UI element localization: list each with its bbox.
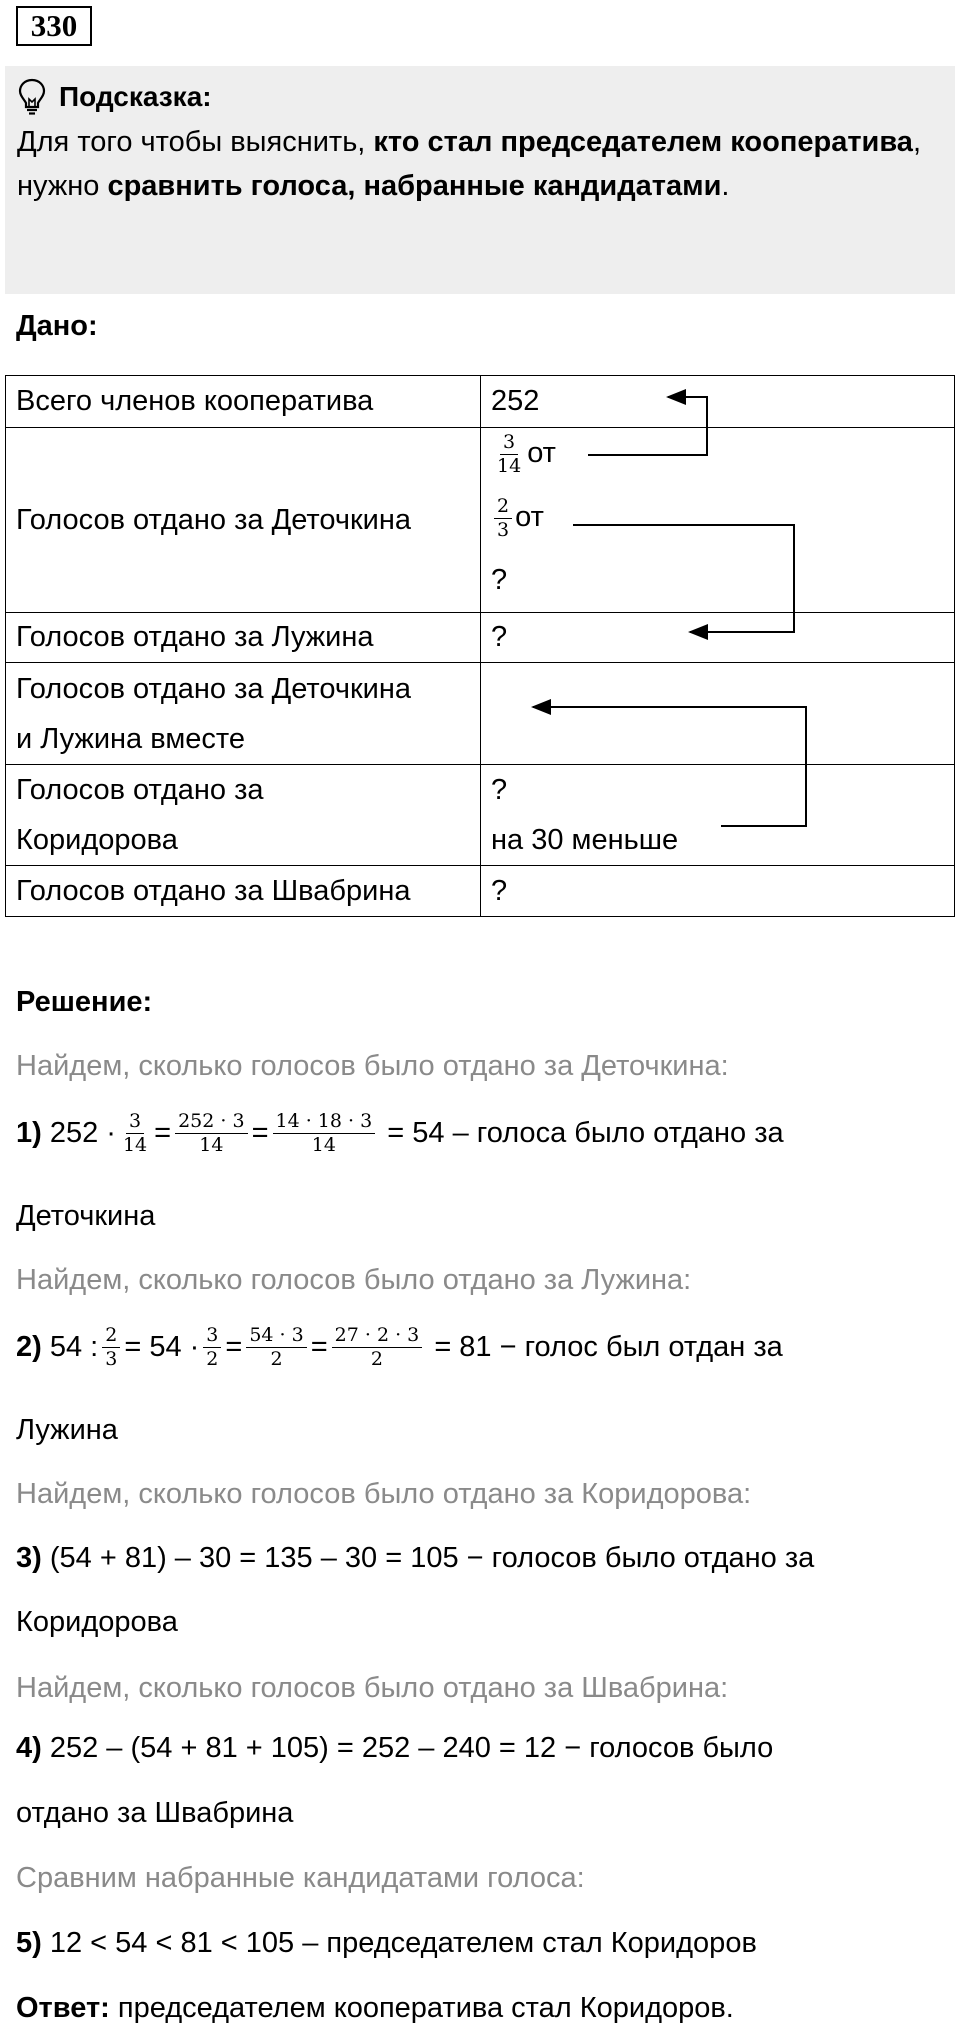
step-intro: Сравним набранные кандидатами голоса: (16, 1862, 585, 1894)
row-label: Голосов отдано за Коридорова (6, 765, 481, 866)
task-number: 330 (16, 6, 92, 46)
step-3-cont: Коридорова (16, 1606, 178, 1638)
row-value: ? на 30 меньше (481, 765, 955, 866)
fraction: $\frac{2}{3}$ (494, 495, 512, 542)
row-value: $\frac{3}{14}$ от $\frac{2}{3}$ от ? (481, 428, 955, 613)
hint-title: Подсказка: (59, 81, 212, 112)
fraction: $\frac{3}{14}$ (497, 431, 522, 477)
given-label: Дано: (16, 310, 98, 342)
answer: Ответ: председателем кооператива стал Коридоров. (16, 1992, 734, 2024)
step-intro: Найдем, сколько голосов было отдано за Коридорова: (16, 1478, 752, 1510)
step-intro: Найдем, сколько голосов было отдано за Лужина: (16, 1264, 692, 1296)
row-label: Голосов отдано за Деточкина (6, 428, 481, 613)
step-intro: Найдем, сколько голосов было отдано за Деточкина: (16, 1050, 729, 1082)
row-value: ? (481, 613, 955, 663)
hint-box (5, 66, 955, 294)
solution-label: Решение: (16, 986, 153, 1018)
given-table (5, 375, 955, 917)
lightbulb-icon (17, 78, 47, 116)
step-4: 4) 252 – (54 + 81 + 105) = 252 – 240 = 12 − голосов было (16, 1732, 774, 1764)
table-row (6, 376, 955, 428)
table-row (6, 613, 955, 663)
step-5: 5) 12 < 54 < 81 < 105 – председателем стал Коридоров (16, 1927, 757, 1959)
table-row (6, 663, 955, 765)
step-3: 3) (54 + 81) – 30 = 135 – 30 = 105 − голосов было отдано за (16, 1542, 815, 1574)
row-label: Голосов отдано за Швабрина (6, 866, 481, 917)
row-value (481, 663, 955, 765)
row-label: Всего членов кооператива (6, 376, 481, 428)
row-value: 252 (481, 376, 955, 428)
step-intro: Найдем, сколько голосов было отдано за Швабрина: (16, 1672, 729, 1704)
table-row (6, 765, 955, 866)
step-1-cont: Деточкина (16, 1200, 156, 1232)
step-4-cont: отдано за Швабрина (16, 1797, 294, 1829)
step-1: 1) 252 · $\frac{3}{14}$ = $\frac{252 \cdot 3}{14}$ = $\frac{14 \cdot 18 \cdot 3}{14}$ = 54 – голоса было отдано за (16, 1110, 784, 1156)
step-2-cont: Лужина (16, 1414, 118, 1446)
step-2: 2) 54 : $\frac{2}{3}$ = 54 · $\frac{3}{2}$ = $\frac{54 \cdot 3}{2}$ = $\frac{27 \cdot 2 \cdot 3}{2}$ = 81 − голос был отдан за (16, 1324, 783, 1370)
table-row (6, 866, 955, 917)
hint-text: Для того чтобы выяснить, кто стал председателем кооператива, нужно сравнить голоса, набранные кандидатами. (17, 126, 921, 202)
row-value: ? (481, 866, 955, 917)
row-label: Голосов отдано за Лужина (6, 613, 481, 663)
row-label: Голосов отдано за Деточкина и Лужина вместе (6, 663, 481, 765)
table-row (6, 428, 955, 613)
